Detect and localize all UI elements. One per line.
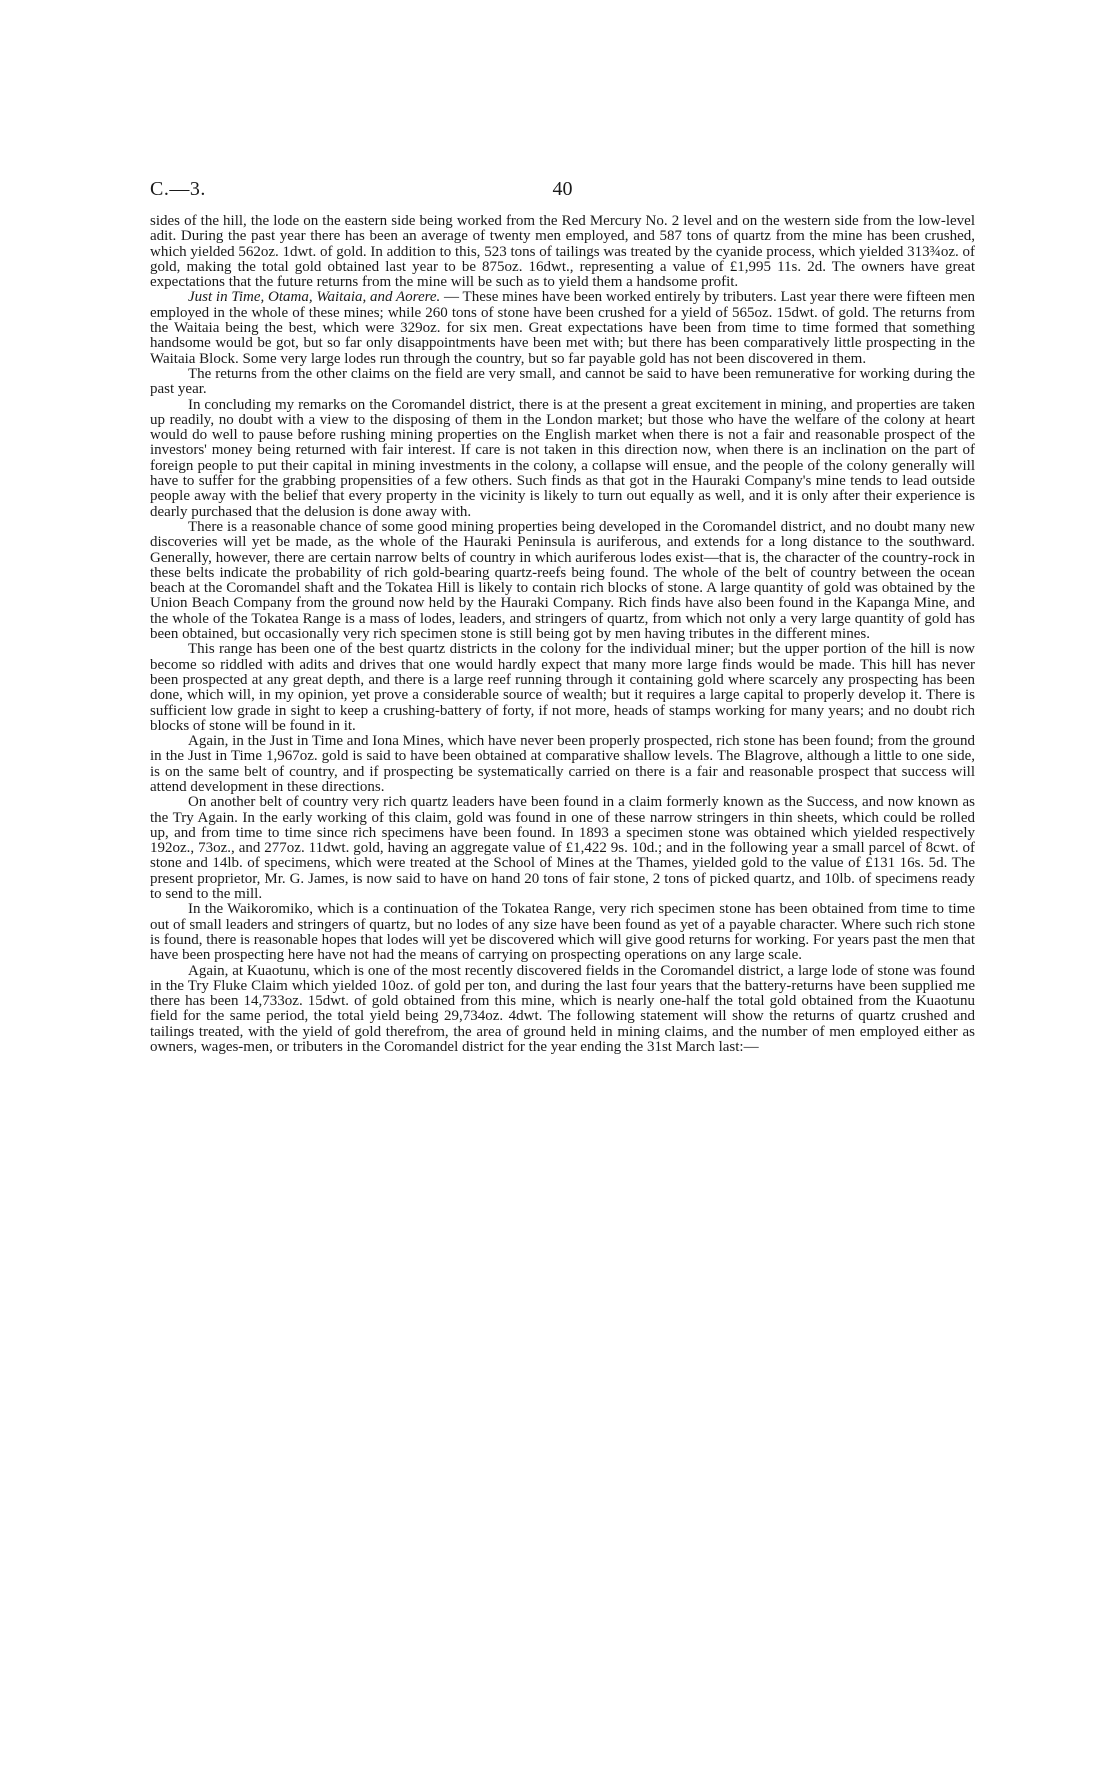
paragraph bbox=[150, 367, 975, 398]
paragraph-text: In the Waikoromiko, which is a continuation of the Tokatea Range, very rich specimen stone has been obtained from time to time out of small leaders and stringers of quartz, but no lodes of any size have been found as yet of a payable character. Where such rich stone is found, there is reasonable hopes that lodes will yet be discovered which will give good returns for working. For years past the men that have been prospecting here have not had the means of carrying on prospecting operations on any large scale. bbox=[150, 901, 975, 964]
paragraph bbox=[150, 964, 975, 1056]
page-header bbox=[150, 178, 975, 206]
document-reference: C.—3. bbox=[150, 178, 206, 200]
paragraph-text: Again, at Kuaotunu, which is one of the most recently discovered fields in the Coromandel district, a large lode of stone was found in the Try Fluke Claim which yielded 10oz. of gold per ton, and during the last four years that the battery-returns have been supplied me there has been 14,733oz. 15dwt. of gold obtained from this mine, which is nearly one-half the total gold obtained from the Kuaotunu field for the same period, the total yield being 29,734oz. 4dwt. The following statement will show the returns of quartz crushed and tailings treated, with the yield of gold therefrom, the area of ground held in mining claims, and the number of men employed either as owners, wages-men, or tributers in the Coromandel district for the year ending the 31st March last:— bbox=[150, 962, 975, 1056]
paragraph bbox=[150, 290, 975, 366]
paragraph bbox=[150, 642, 975, 734]
paragraph-text: There is a reasonable chance of some good mining properties being developed in the Coromandel district, and no doubt many new discoveries will yet be made, as the whole of the Hauraki Peninsula is auriferous, and extends for a long distance to the southward. Generally, however, there are certain narrow belts of country in which auriferous lodes exist—that is, the character of the country-rock in these belts indicate the probability of rich gold-bearing quartz-reefs being found. The whole of the belt of country between the ocean beach at the Coromandel shaft and the Tokatea Hill is likely to contain rich blocks of stone. A large quantity of gold was obtained by the Union Beach Company from the ground now held by the Hauraki Company. Rich finds have also been found in the Kapanga Mine, and the whole of the Tokatea Range is a mass of lodes, leaders, and stringers of quartz, from which not only a very large quantity of gold has been obtained, but occasionally very rich specimen stone is still being got by men having tributes in the different mines. bbox=[150, 518, 975, 643]
body-text bbox=[150, 214, 975, 1055]
paragraph-text: — These mines have been worked entirely by tributers. Last year there were fifteen men employed in the whole of these mines; while 260 tons of stone have been crushed for a yield of 565oz. 15dwt. of gold. The returns from the Waitaia being the best, which were 329oz. for six men. Great expectations have been from time to time formed that something handsome would be got, but so far only disappointments have been met with; but there has been comparatively little prospecting in the Waitaia Block. Some very large lodes run through the country, but so far payable gold has not been discovered in them. bbox=[150, 289, 975, 367]
paragraph bbox=[150, 734, 975, 795]
paragraph-text: This range has been one of the best quartz districts in the colony for the individual miner; but the upper portion of the hill is now become so riddled with adits and drives that one would hardly expect that many more large finds would be made. This hill has never been prospected at any great depth, and there is a large reef running through it containing gold where scarcely any prospecting has been done, which will, in my opinion, yet prove a considerable source of wealth; but it requires a large capital to properly develop it. There is sufficient low grade in sight to keep a crushing-battery of forty, if not more, heads of stamps working for many years; and no doubt rich blocks of stone will be found in it. bbox=[150, 641, 975, 734]
paragraph bbox=[150, 214, 975, 290]
paragraph bbox=[150, 795, 975, 902]
paragraph bbox=[150, 398, 975, 520]
paragraph-text: On another belt of country very rich quartz leaders have been found in a claim formerly known as the Success, and now known as the Try Again. In the early working of this claim, gold was found in one of these narrow stringers in thin sheets, which could be rolled up, and from time to time since rich specimens have been found. In 1893 a specimen stone was obtained which yielded respectively 192oz., 73oz., and 277oz. 11dwt. gold, having an aggregate value of £1,422 9s. 10d.; and in the following year a small parcel of 8cwt. of stone and 14lb. of specimens, which were treated at the School of Mines at the Thames, yielded gold to the value of £131 16s. 5d. The present proprietor, Mr. G. James, is now said to have on hand 20 tons of fair stone, 2 tons of picked quartz, and 10lb. of specimens ready to send to the mill. bbox=[150, 794, 975, 903]
paragraph-text: Again, in the Just in Time and Iona Mines, which have never been properly prospected, rich stone has been found; from the ground in the Just in Time 1,967oz. gold is said to have been obtained at comparative shallow levels. The Blagrove, although a little to one side, is on the same belt of country, and if prospecting be systematically carried on there is a fair and reasonable prospect that success will attend development in these directions. bbox=[150, 733, 975, 795]
paragraph-text: In concluding my remarks on the Coromandel district, there is at the present a great excitement in mining, and properties are taken up readily, no doubt with a view to the disposing of them in the London market; but those who have the welfare of the colony at heart would do well to pause before rushing mining properties on the English market when there is not a fair and reasonable prospect of the investors' money being returned with fair interest. If care is not taken in this direction now, when there is an inclination on the part of foreign people to put their capital in mining investments in the colony, a collapse will ensue, and the people of the colony generally will have to suffer for the grabbing propensities of a few others. Such finds as that got in the Hauraki Company's mine tends to lead outside people away with the belief that every property in the vicinity is likely to turn out equally as well, and it is only after their experience is dearly purchased that the delusion is done away with. bbox=[150, 396, 975, 520]
paragraph-text: sides of the hill, the lode on the eastern side being worked from the Red Mercury No. 2 level and on the western side from the low-level adit. During the past year there has been an average of twenty men employed, and 587 tons of quartz from the mine has been crushed, which yielded 562oz. 1dwt. of gold. In addition to this, 523 tons of tailings was treated by the cyanide process, which yielded 313¾oz. of gold, making the total gold obtained last year to be 875oz. 16dwt., representing a value of £1,995 11s. 2d. The owners have great expectations that the future returns from the mine will be such as to yield them a handsome profit. bbox=[150, 213, 975, 291]
paragraph-text: The returns from the other claims on the field are very small, and cannot be said to have been remunerative for working during the past year. bbox=[150, 365, 975, 398]
page-number: 40 bbox=[552, 178, 573, 200]
paragraph bbox=[150, 520, 975, 642]
paragraph-lead: Just in Time, Otama, Waitaia, and Aorere. bbox=[188, 289, 441, 306]
paragraph bbox=[150, 902, 975, 963]
